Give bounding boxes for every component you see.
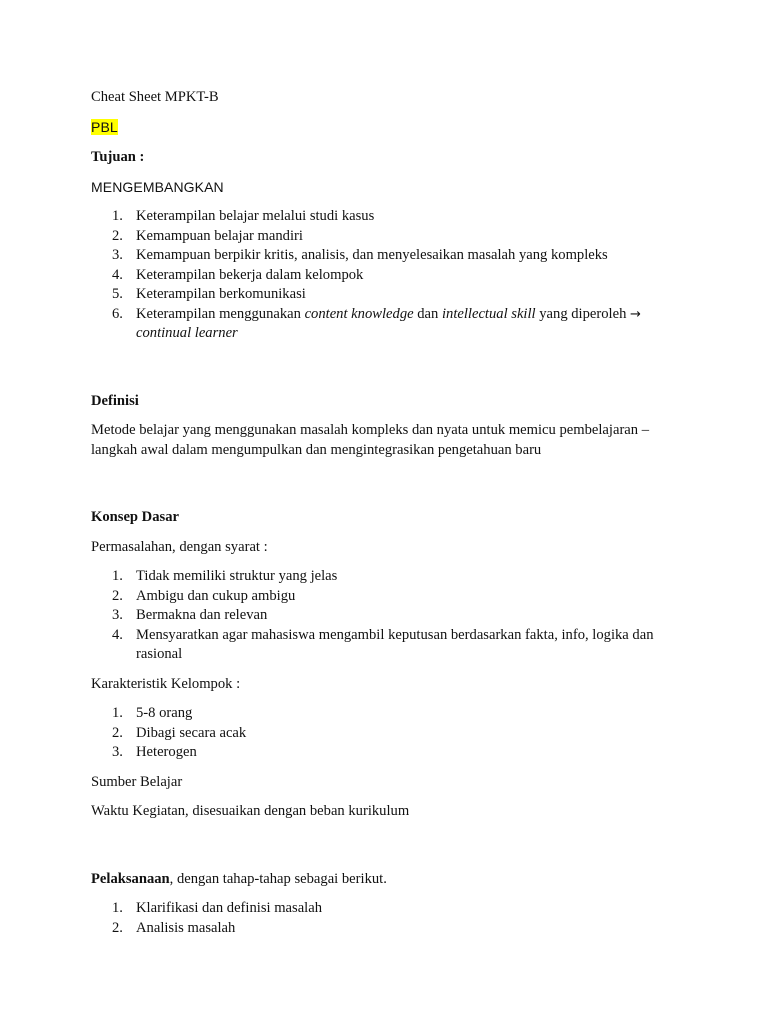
list-number: 4.	[112, 626, 123, 643]
list-item-text: Dibagi secara acak	[136, 724, 247, 741]
list-item	[91, 227, 691, 247]
list-item	[91, 626, 691, 665]
list-item	[91, 743, 691, 763]
permasalahan-list	[91, 567, 691, 665]
pbl-highlight: PBL	[91, 118, 118, 135]
continual-learner-term: continual learner	[136, 325, 238, 341]
list-item-text: Keterampilan berkomunikasi	[136, 286, 306, 302]
list-item	[91, 606, 691, 626]
list-item	[91, 587, 691, 607]
list-item	[91, 724, 691, 744]
section-spacer	[91, 470, 691, 508]
list-item-text: Kemampuan berpikir kritis, analisis, dan menyelesaikan masalah yang kompleks	[136, 247, 608, 263]
definisi-line: langkah awal dalam mengumpulkan dan mengintegrasikan pengetahuan baru	[91, 441, 542, 458]
list-number: 2.	[112, 724, 123, 741]
list-item	[91, 704, 691, 724]
list-number: 6.	[112, 305, 123, 322]
list-number: 5.	[112, 286, 123, 302]
list-item-text: rasional	[136, 646, 183, 662]
list-number: 2.	[112, 919, 123, 936]
intellectual-skill-term: intellectual skill	[441, 305, 536, 322]
tujuan-list	[91, 207, 691, 344]
karakteristik-list	[91, 704, 691, 763]
list-item-text: Heterogen	[136, 744, 197, 760]
list-item	[91, 567, 691, 587]
karakteristik-label: Karakteristik Kelompok :	[91, 675, 241, 692]
list-item	[91, 305, 691, 344]
list-item-text: Tidak memiliki struktur yang jelas	[136, 568, 338, 584]
waktu-kegiatan: Waktu Kegiatan, disesuaikan dengan beban kurikulum	[91, 803, 410, 819]
list-item	[91, 919, 691, 939]
list-item-text: Kemampuan belajar mandiri	[136, 227, 303, 244]
sumber-belajar: Sumber Belajar	[91, 773, 183, 790]
pelaksanaan-list	[91, 899, 691, 938]
definisi-line: Metode belajar yang menggunakan masalah kompleks dan nyata untuk memicu pembelajaran –	[91, 422, 650, 438]
pelaksanaan-heading	[91, 870, 691, 890]
list-item-text: Ambigu dan cukup ambigu	[136, 587, 296, 604]
document-page	[91, 88, 691, 948]
list-number: 3.	[112, 744, 123, 760]
pelaksanaan-heading-bold: Pelaksanaan	[91, 870, 170, 887]
right-arrow-icon: →	[630, 306, 641, 322]
list-item-text-part: dan	[413, 305, 442, 322]
list-number: 3.	[112, 607, 123, 623]
pbl-heading	[91, 118, 691, 139]
konsep-dasar-heading: Konsep Dasar	[91, 509, 179, 525]
section-spacer	[91, 832, 691, 870]
mengembangkan-subheading: MENGEMBANGKAN	[91, 178, 224, 195]
list-number: 1.	[112, 208, 123, 224]
list-number: 2.	[112, 227, 123, 244]
list-number: 1.	[112, 900, 123, 916]
definisi-text	[91, 421, 691, 460]
list-item	[91, 246, 691, 266]
list-item	[91, 266, 691, 286]
list-item-text: Mensyaratkan agar mahasiswa mengambil keputusan berdasarkan fakta, info, logika dan	[136, 626, 654, 643]
list-number: 4.	[112, 266, 123, 283]
list-item-text: Keterampilan bekerja dalam kelompok	[136, 266, 364, 283]
list-item-text: 5-8 orang	[136, 705, 193, 721]
permasalahan-label: Permasalahan, dengan syarat :	[91, 538, 268, 555]
list-item-text: Analisis masalah	[136, 919, 236, 936]
document-title: Cheat Sheet MPKT-B	[91, 89, 219, 105]
list-item-text: Klarifikasi dan definisi masalah	[136, 900, 323, 916]
list-item	[91, 207, 691, 227]
list-number: 3.	[112, 247, 123, 263]
list-item-text-part: yang diperoleh	[535, 305, 631, 322]
list-item-text: Keterampilan belajar melalui studi kasus	[136, 208, 375, 224]
list-number: 2.	[112, 587, 123, 604]
list-number: 1.	[112, 568, 123, 584]
list-number: 1.	[112, 705, 123, 721]
definisi-heading: Definisi	[91, 392, 139, 409]
list-item	[91, 285, 691, 305]
content-knowledge-term: content knowledge	[304, 305, 414, 322]
section-spacer	[91, 354, 691, 392]
list-item	[91, 899, 691, 919]
tujuan-heading: Tujuan :	[91, 149, 145, 165]
pelaksanaan-heading-rest: , dengan tahap-tahap sebagai berikut.	[169, 870, 387, 887]
list-item-text-part: Keterampilan menggunakan	[136, 305, 305, 322]
list-item-text: Bermakna dan relevan	[136, 607, 268, 623]
